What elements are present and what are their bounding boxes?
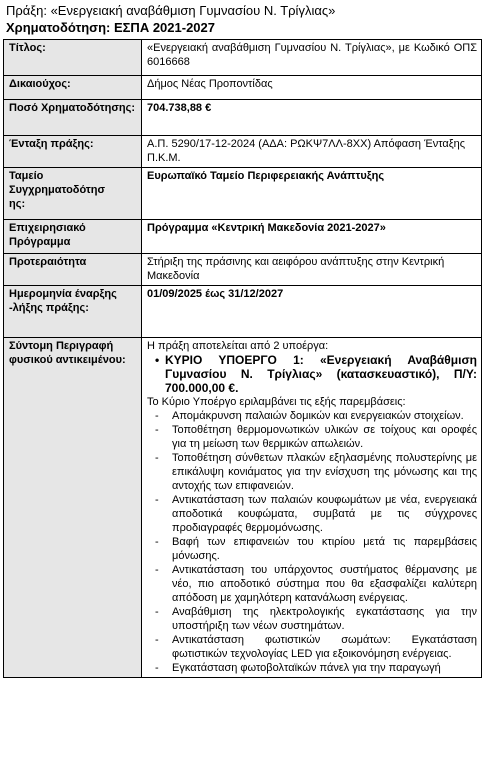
work-item: - Εγκατάσταση φωτοβολταϊκών πάνελ για την παραγωγή	[155, 661, 477, 675]
row-dates	[4, 286, 482, 338]
amount-value: 704.738,88 €	[142, 100, 482, 136]
fund-key-line: ης:	[9, 198, 26, 210]
fund-value: Ευρωπαϊκό Ταμείο Περιφερειακής Ανάπτυξης	[142, 168, 482, 220]
work-item: - Τοποθέτηση σύνθετων πλακών εξηλασμένης πολυστερίνης με επικάλυψη κονιάματος για την ενίσχυση της μόνωσης και της αντοχής των επιφανειών.	[155, 451, 477, 493]
document-header	[0, 0, 486, 36]
row-description	[4, 338, 482, 678]
row-amount	[4, 100, 482, 136]
row-fund	[4, 168, 482, 220]
subproject-list	[147, 353, 477, 395]
row-programme	[4, 220, 482, 254]
subproject-item: • ΚΥΡΙΟ ΥΠΟΕΡΓΟ 1: «Ενεργειακή Αναβάθμιση Γυμνασίου Ν. Τρίγλιας» (κατασκευαστικό), Π/Υ: 700.000,00 €.	[155, 353, 477, 395]
fund-key-line: Συγχρηματοδότησ	[9, 184, 106, 196]
work-item: - Αναβάθμιση της ηλεκτρολογικής εγκατάστασης για την υποστήριξη των νέων συστημάτων.	[155, 605, 477, 633]
works-intro: Το Κύριο Υποέργο εριλαμβάνει τις εξής παρεμβάσεις:	[147, 396, 406, 408]
work-item: - Αντικατάσταση του υπάρχοντος συστήματος θέρμανσης με νέο, πιο αποδοτικό σύστημα που θα εξασφαλίζει καλύτερη απόδοση με χαμηλότερη κατανάλωση ενέργειας.	[155, 563, 477, 605]
project-info-table	[3, 39, 482, 678]
programme-value: Πρόγραμμα «Κεντρική Μακεδονία 2021-2027»	[142, 220, 482, 254]
works-list	[147, 409, 477, 675]
description-value	[142, 338, 482, 678]
project-line: Πράξη: «Ενεργειακή αναβάθμιση Γυμνασίου Ν. Τρίγλιας»	[6, 3, 336, 18]
title-value-text: «Ενεργειακή αναβάθμιση Γυμνασίου Ν. Τρίγλιας», με Κωδικό ΟΠΣ 6016668	[147, 42, 477, 68]
row-title	[4, 40, 482, 76]
fund-key-line: Ταμείο	[9, 170, 44, 182]
row-beneficiary	[4, 76, 482, 100]
row-priority	[4, 254, 482, 286]
dates-key: Ημερομηνία έναρξης -λήξης πράξης:	[4, 286, 142, 338]
inclusion-key: Ένταξη πράξης:	[4, 136, 142, 168]
title-key: Τίτλος:	[4, 40, 142, 76]
description-intro: Η πράξη αποτελείται από 2 υποέργα:	[147, 340, 329, 352]
inclusion-value: Α.Π. 5290/17-12-2024 (ΑΔΑ: ΡΩΚΨ7ΛΛ-8ΧΧ) Απόφαση Ένταξης Π.Κ.Μ.	[142, 136, 482, 168]
work-item: - Αντικατάσταση των παλαιών κουφωμάτων με νέα, ενεργειακά αποδοτικά κουφώματα, συμβατά με τις σύγχρονες προδιαγραφές θερμομόνωσης.	[155, 493, 477, 535]
description-key: Σύντομη Περιγραφή φυσικού αντικειμένου:	[4, 338, 142, 678]
amount-key: Ποσό Χρηματοδότησης:	[4, 100, 142, 136]
priority-value: Στήριξη της πράσινης και αειφόρου ανάπτυξης στην Κεντρική Μακεδονία	[142, 254, 482, 286]
work-item: - Απομάκρυνση παλαιών δομικών και ενεργειακών στοιχείων.	[155, 409, 477, 423]
programme-key: Επιχειρησιακό Πρόγραμμα	[4, 220, 142, 254]
funding-line: Χρηματοδότηση: ΕΣΠΑ 2021-2027	[6, 20, 215, 35]
work-item: - Βαφή των επιφανειών του κτιρίου μετά τις παρεμβάσεις μόνωσης.	[155, 535, 477, 563]
dates-value: 01/09/2025 έως 31/12/2027	[142, 286, 482, 338]
work-item: - Τοποθέτηση θερμομονωτικών υλικών σε τοίχους και οροφές για τη μείωση των θερμικών απωλειών.	[155, 423, 477, 451]
row-inclusion	[4, 136, 482, 168]
title-value	[142, 40, 482, 76]
priority-key: Προτεραιότητα	[4, 254, 142, 286]
work-item: - Αντικατάσταση φωτιστικών σωμάτων: Εγκατάσταση φωτιστικών τεχνολογίας LED για εξοικονόμηση ενέργειας.	[155, 633, 477, 661]
beneficiary-key: Δικαιούχος:	[4, 76, 142, 100]
fund-key	[4, 168, 142, 220]
beneficiary-value: Δήμος Νέας Προποντίδας	[142, 76, 482, 100]
